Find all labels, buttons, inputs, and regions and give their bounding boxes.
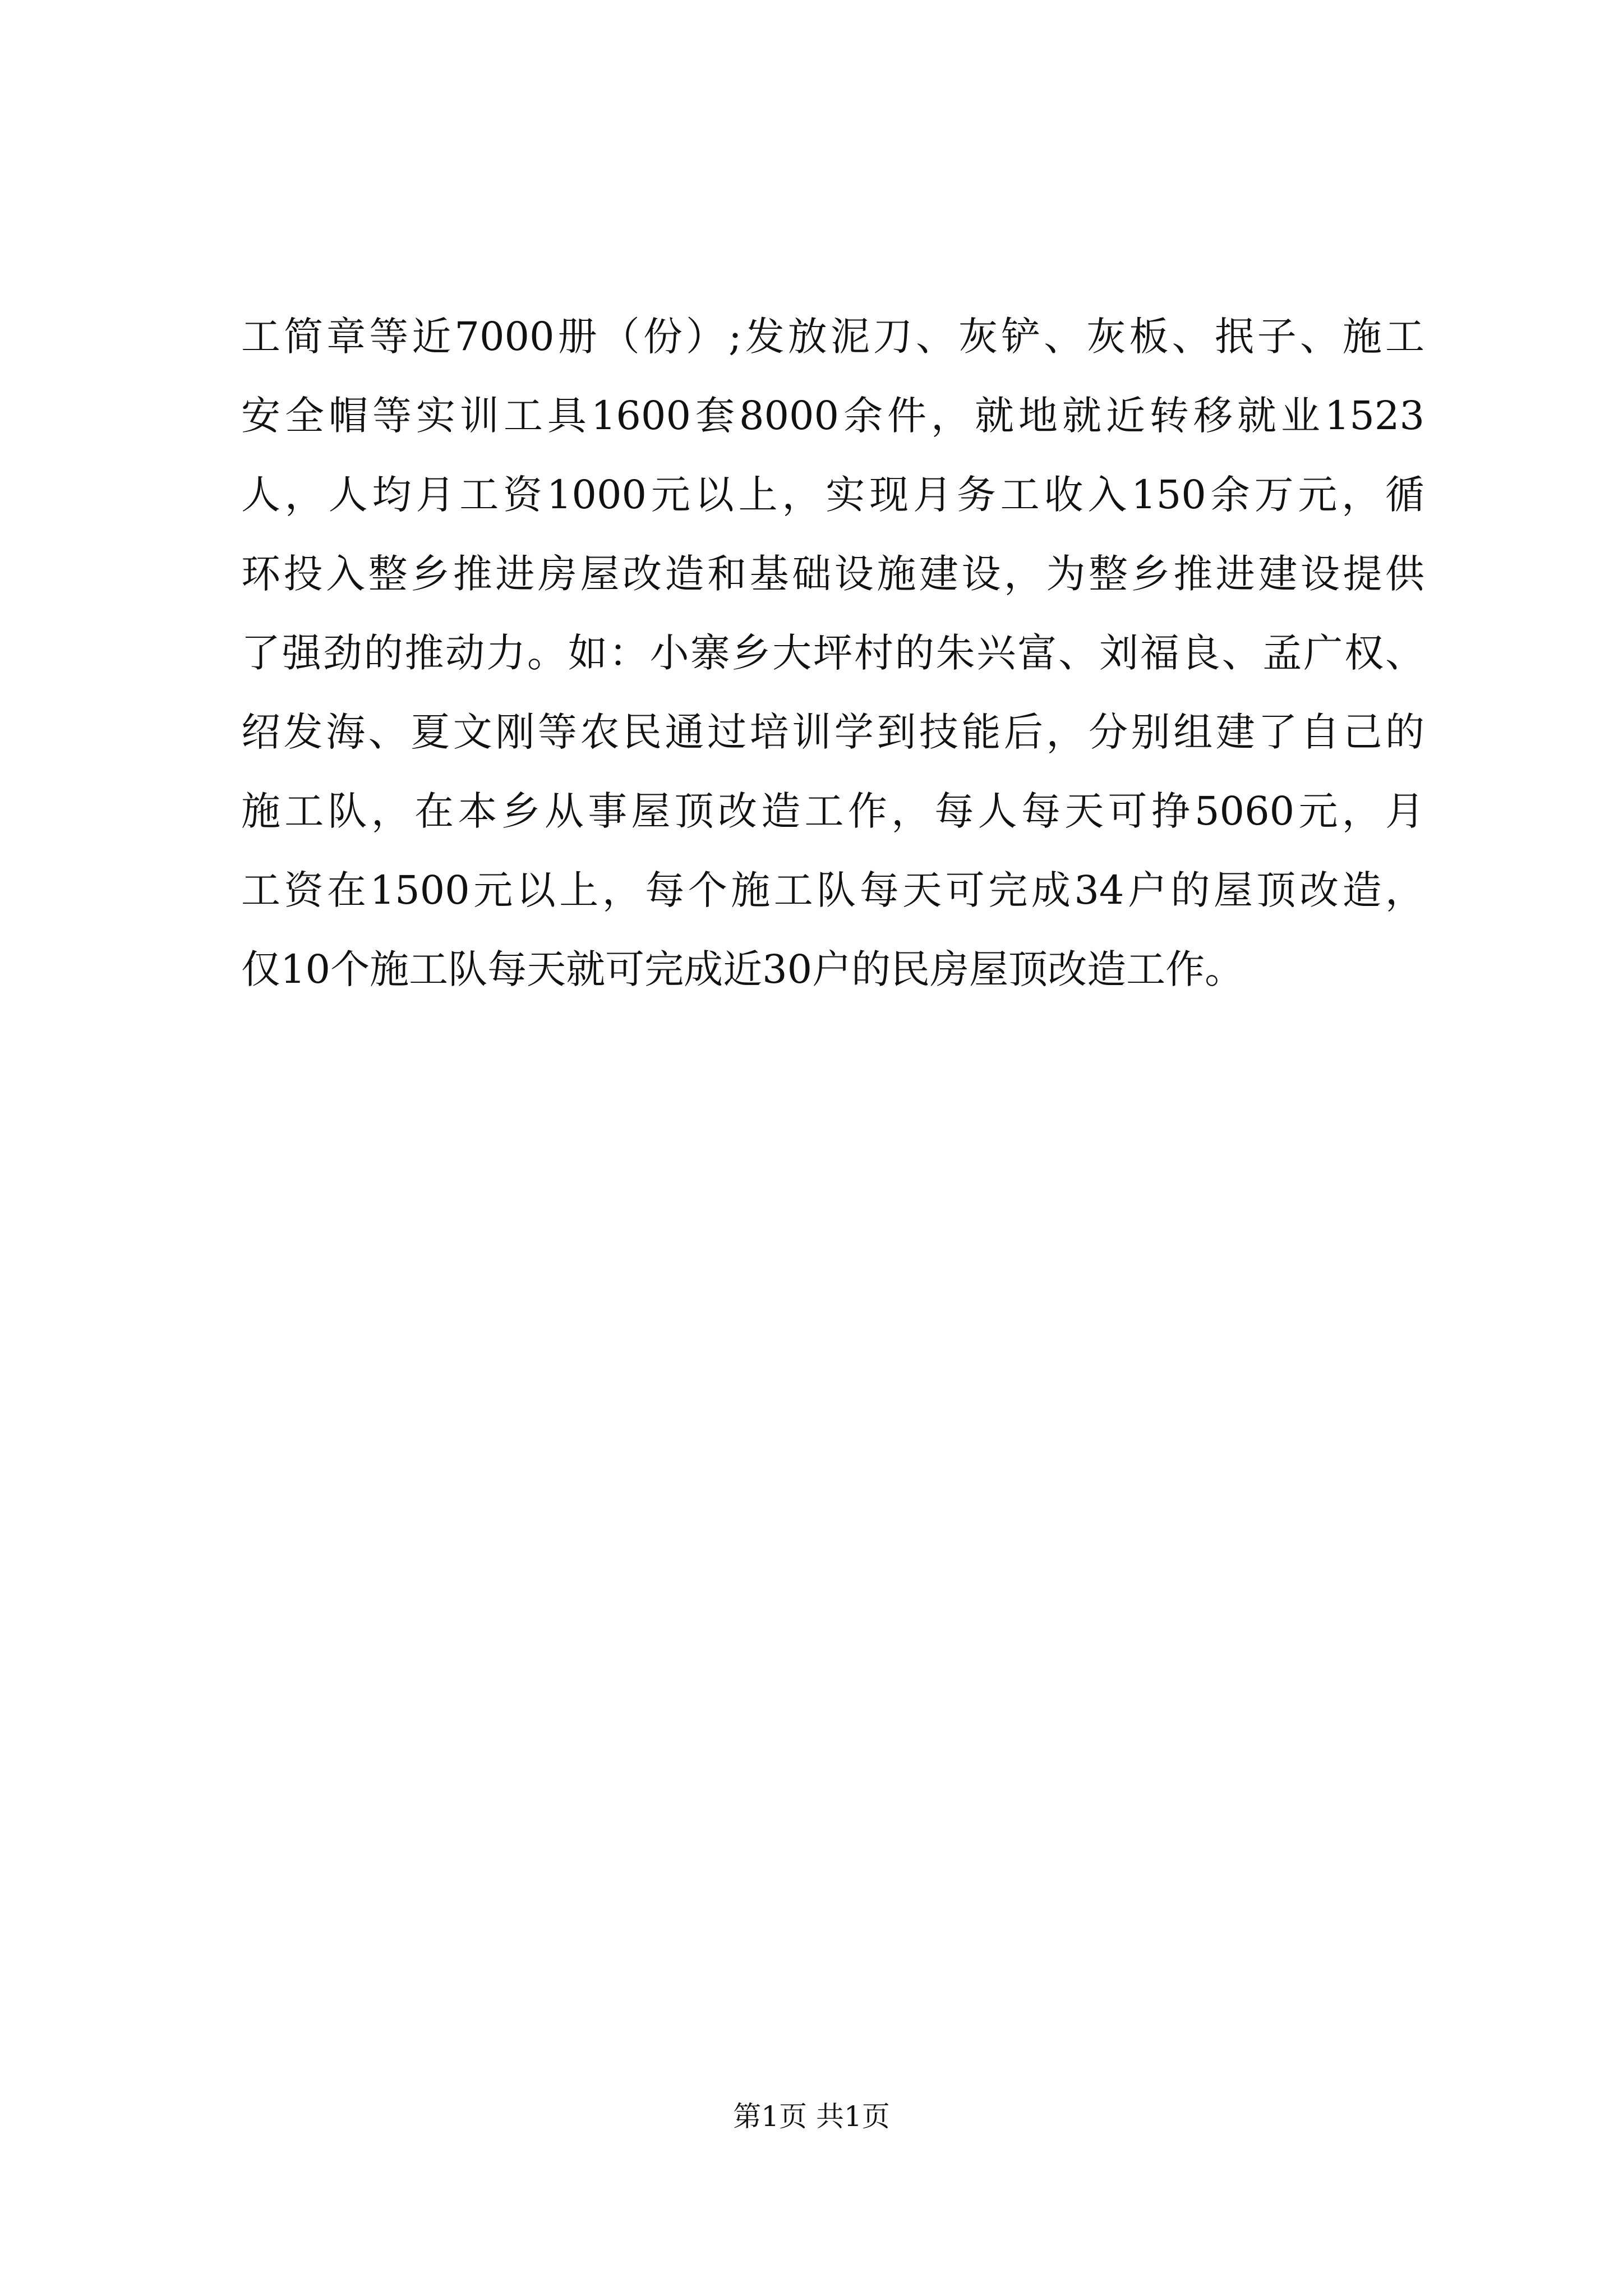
- paragraph-line: 绍发海、夏文刚等农民通过培训学到技能后，分别组建了自己的: [241, 709, 1424, 755]
- paragraph-line: 人，人均月工资1000元以上，实现月务工收入150余万元，循: [241, 472, 1424, 518]
- page-footer: 第1页 共1页: [733, 2100, 890, 2133]
- paragraph-line: 安全帽等实训工具1600套8000余件，就地就近转移就业1523: [241, 393, 1424, 439]
- paragraph-line: 工资在1500元以上，每个施工队每天可完成34户的屋顶改造，: [241, 867, 1424, 913]
- paragraph-line: 了强劲的推动力。如：小寨乡大坪村的朱兴富、刘福良、孟广权、: [241, 630, 1424, 676]
- paragraph-line: 工简章等近7000册（份）;发放泥刀、灰铲、灰板、抿子、施工: [241, 314, 1424, 360]
- paragraph-line-last: 仅10个施工队每天就可完成近30户的民房屋顶改造工作。: [241, 946, 1244, 992]
- body-paragraph: [241, 297, 1424, 1009]
- paragraph-line: 施工队，在本乡从事屋顶改造工作，每人每天可挣5060元，月: [241, 788, 1424, 834]
- paragraph-line: 环投入整乡推进房屋改造和基础设施建设，为整乡推进建设提供: [241, 551, 1424, 597]
